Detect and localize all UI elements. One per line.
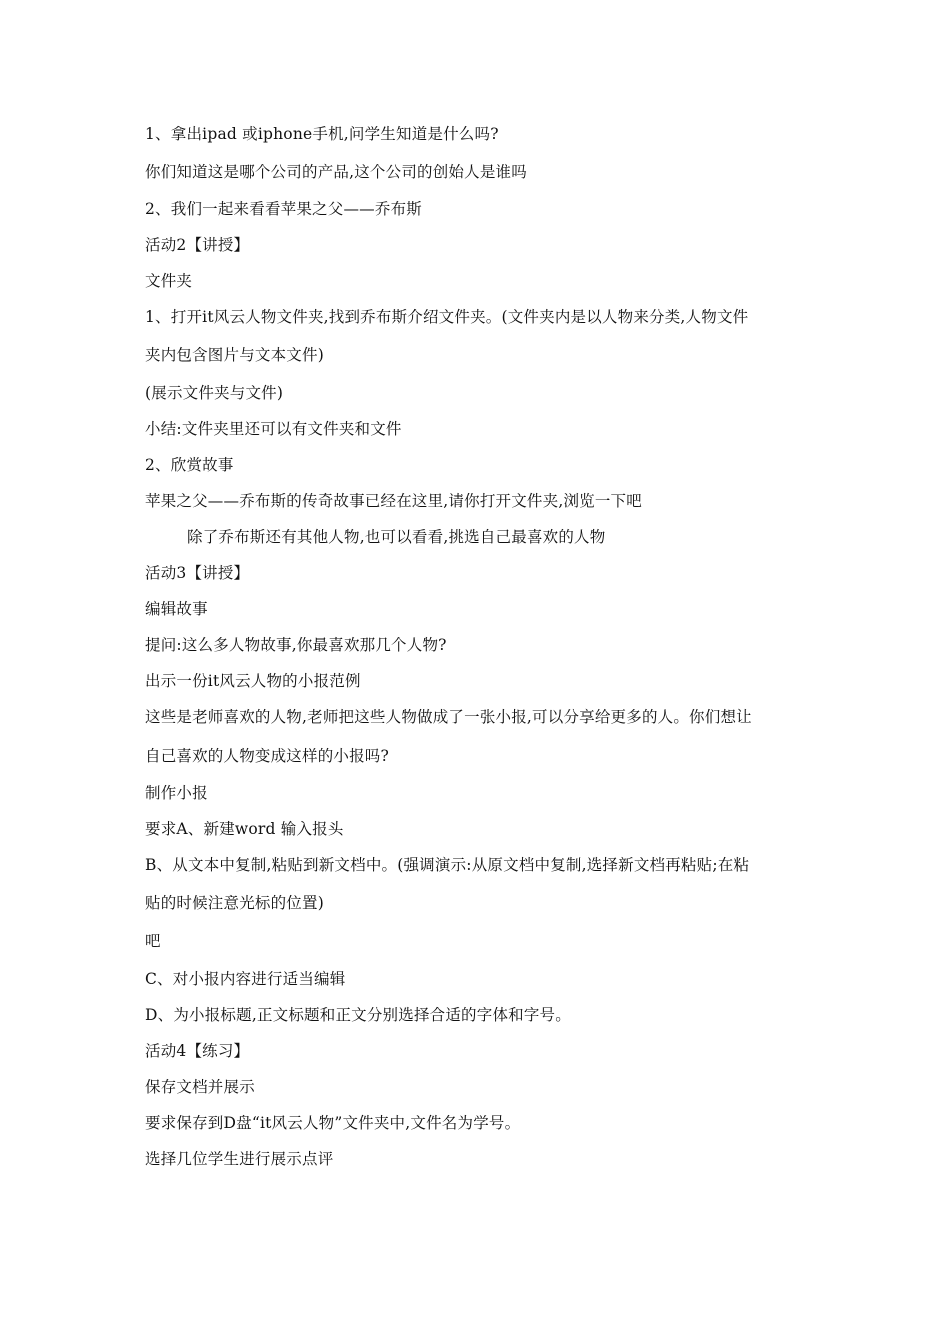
text-line: 你们知道这是哪个公司的产品,这个公司的创始人是谁吗 — [145, 163, 527, 181]
text-line: 夹内包含图片与文本文件) — [145, 346, 324, 364]
text-line: 编辑故事 — [145, 600, 208, 618]
text-line: D、为小报标题,正文标题和正文分别选择合适的字体和字号。 — [145, 1006, 571, 1024]
text-line: 出示一份it风云人物的小报范例 — [145, 672, 361, 690]
text-line: 要求A、新建word 输入报头 — [145, 820, 344, 838]
text-line: 除了乔布斯还有其他人物,也可以看看,挑选自己最喜欢的人物 — [187, 528, 606, 546]
text-line: 提问:这么多人物故事,你最喜欢那几个人物? — [145, 636, 447, 654]
text-line: 苹果之父——乔布斯的传奇故事已经在这里,请你打开文件夹,浏览一下吧 — [145, 492, 642, 510]
text-line: 1、拿出ipad 或iphone手机,问学生知道是什么吗? — [145, 125, 499, 143]
section-heading: 活动3【讲授】 — [145, 564, 250, 582]
text-line: 要求保存到D盘“it风云人物”文件夹中,文件名为学号。 — [145, 1114, 521, 1132]
text-line: (展示文件夹与文件) — [145, 384, 284, 402]
text-line: 吧 — [145, 932, 161, 950]
text-line: 2、我们一起来看看苹果之父——乔布斯 — [145, 200, 422, 218]
text-line: 自己喜欢的人物变成这样的小报吗? — [145, 747, 390, 765]
section-heading: 活动4【练习】 — [145, 1042, 250, 1060]
text-line: 制作小报 — [145, 784, 208, 802]
text-line: 这些是老师喜欢的人物,老师把这些人物做成了一张小报,可以分享给更多的人。你们想让 — [145, 708, 752, 726]
text-line: 贴的时候注意光标的位置) — [145, 894, 324, 912]
text-line: 保存文档并展示 — [145, 1078, 255, 1096]
section-heading: 活动2【讲授】 — [145, 236, 250, 254]
text-line: C、对小报内容进行适当编辑 — [145, 970, 346, 988]
text-line: 1、打开it风云人物文件夹,找到乔布斯介绍文件夹。(文件夹内是以人物来分类,人物文件 — [145, 308, 749, 326]
text-line: 文件夹 — [145, 272, 193, 290]
text-line: 选择几位学生进行展示点评 — [145, 1150, 334, 1168]
text-line: 2、欣赏故事 — [145, 456, 234, 474]
text-line: B、从文本中复制,粘贴到新文档中。(强调演示:从原文档中复制,选择新文档再粘贴;在粘 — [145, 856, 750, 874]
text-line: 小结:文件夹里还可以有文件夹和文件 — [145, 420, 402, 438]
